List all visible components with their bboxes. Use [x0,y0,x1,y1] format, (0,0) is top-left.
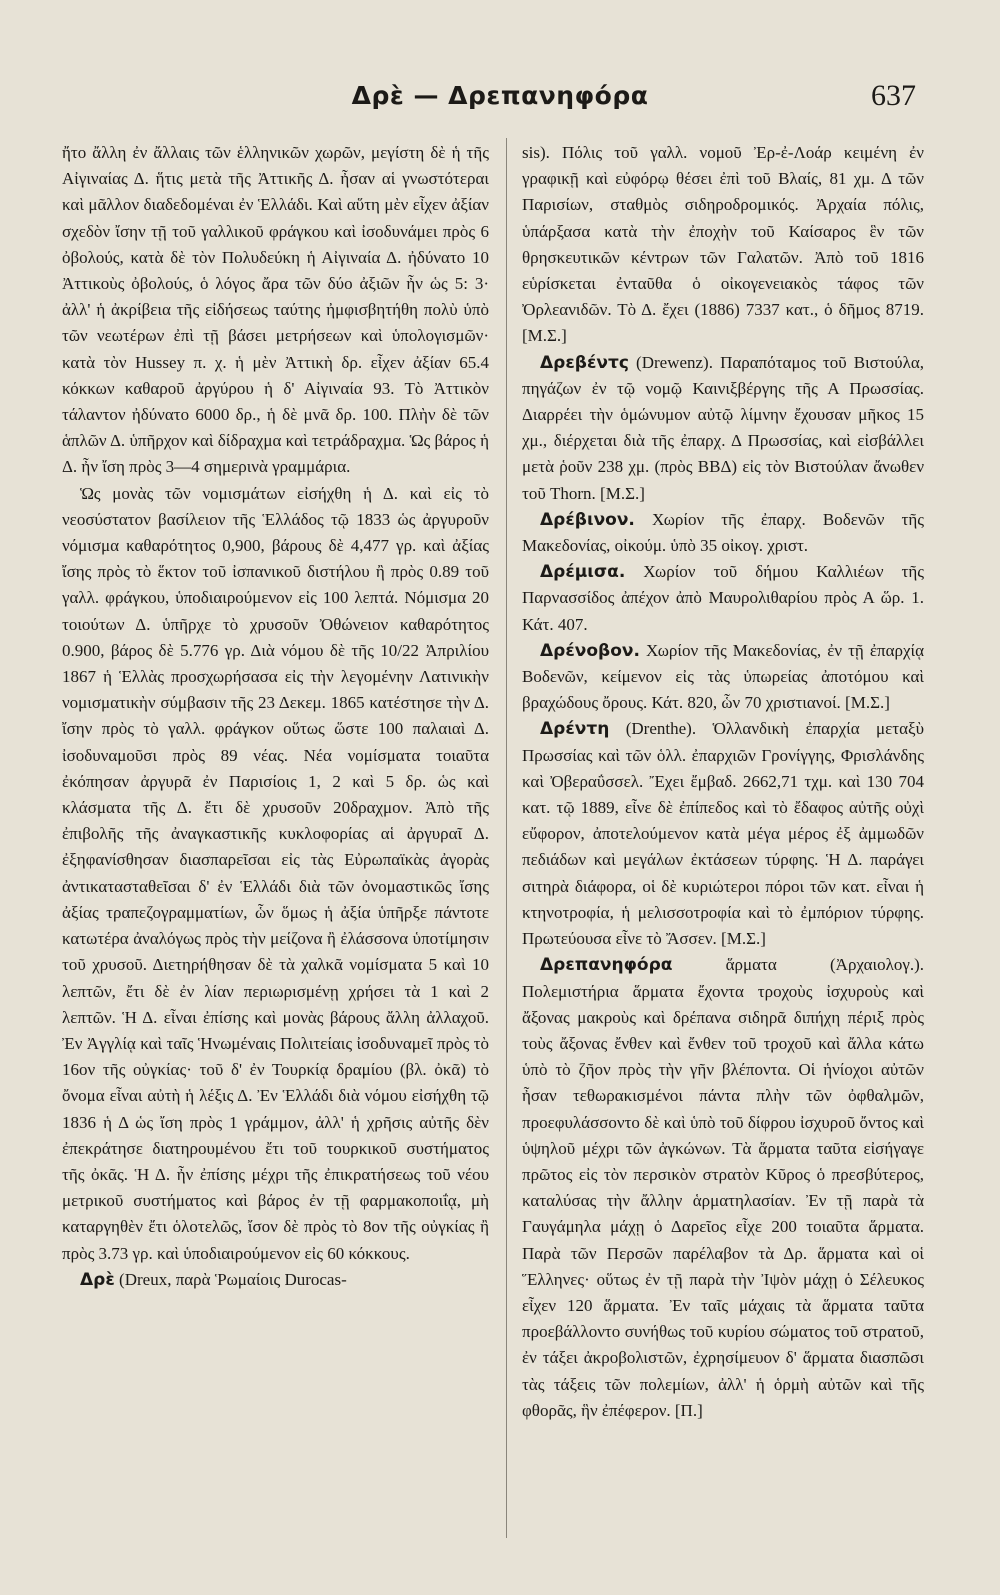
entry-text: ἅρματα (Ἀρχαιολογ.). Πολεμιστήρια ἅρματα ἔχοντα τροχοὺς ἰσχυροὺς καὶ ἄξονας μακροὺς καὶ δρέπανα σιδηρᾶ διπήχη πέριξ πρὸς τοὺς ἄξονας ἔνθεν καὶ ἔνθεν τοῦ τροχοῦ καὶ ἄλλα κάτω ὑπὸ τὸ ζῆον πρὸς τὴν γῆν βλέποντα. Οἱ ἡνίοχοι αὐτῶν ἦσαν τεθωρακισμένοι πάντα πλὴν τῶν ὀφθαλμῶν, προεφυλάσσοντο δὲ καὶ ὑπὸ τοῦ δίφρου ἰσχυροῦ ὄντος καὶ ὑψηλοῦ μέχρι τῶν ἀγκώνων. Τὰ ἅρματα ταῦτα εἰσήγαγε πρῶτος εἰς τὸν περσικὸν στρατὸν Κῦρος ὁ πρεσβύτερος, καταλύσας τὴν ἄλλην ἁρματηλασίαν. Ἐν τῇ παρὰ τὰ Γαυγάμηλα μάχῃ ὁ Δαρεῖος εἶχε 200 τοιαῦτα ἅρματα. Παρὰ τῶν Περσῶν παρέλαβον τὰ Δρ. ἅρματα καὶ οἱ Ἕλληνες· οὕτως ἐν τῇ παρὰ τὴν Ἰψὸν μάχῃ ὁ Σέλευκος εἶχεν 120 ἅρματα. Ἐν ταῖς μάχαις τὰ ἅρματα ταῦτα προεβάλλοντο συνήθως τοῦ κυρίου σώματος τοῦ στρατοῦ, ἐν τάξει ἀκροβολιστῶν, ἐχρησίμευον δ' ἅρματα διασπῶσι τὰς τάξεις τῶν πολεμίων, ἀλλ' ἡ ὁρμὴ αὐτῶν καὶ τῆς φθορᾶς, ἣν ἐπέφερον. [Π.] [522,955,924,1420]
entry-headword: Δρέντη [540,719,610,740]
entry-paragraph [522,350,924,507]
entry-text: Χωρίον τοῦ δήμου Καλλιέων τῆς Παρνασσίδος ἀπέχον ἀπὸ Μαυρολιθαρίου πρὸς Α ὥρ. 1. Κάτ. 407. [522,562,924,634]
entry-headword: Δρέμισα. [540,562,626,583]
entry-text: Χωρίον τῆς ἐπαρχ. Βοδενῶν τῆς Μακεδονίας, οἰκούμ. ὑπὸ 35 οἰκογ. χριστ. [522,509,924,556]
page-title: Δρὲ — Δρεπανηφόρα [351,81,649,110]
entry-text: Χωρίον τῆς Μακεδονίας, ἐν τῇ ἐπαρχίᾳ Βοδενῶν, κείμενον εἰς τὰς ὑπωρείας ἀποτόμου καὶ βραχώδους ὄρους. Κάτ. 820, ὧν 70 χριστιανοί. [Μ.Σ.] [522,640,924,713]
entry-paragraph [522,140,924,350]
right-column [522,140,924,1424]
entry-headword: Δρένοβον. [540,640,640,661]
entry-text: (Drenthe). Ὁλλανδικὴ ἐπαρχία μεταξὺ Πρωσσίας καὶ τῶν ὁλλ. ἐπαρχιῶν Γρονίγγης, Φρισλάνδης καὶ Ὀβεραΰσσελ. Ἔχει ἔμβαδ. 2662,71 τχμ. καὶ 130 704 κατ. τῷ 1889, εἶνε δὲ ἐπίπεδος καὶ τὸ ἔδαφος αὐτῆς οὐχὶ εὔφορον, ἀποτελούμενον κατὰ μέγα μέρος ἐξ ἀμμωδῶν πεδιάδων καὶ μεγάλων ἐκτάσεων τύρφης. Ἡ Δ. παράγει σιτηρὰ διάφορα, οἱ δὲ κυριώτεροι πόροι τῶν κατ. εἶναι ἡ κτηνοτροφία, ἡ μελισσοτροφία καὶ τὸ ἐμπόριον τύρφης. Πρωτεύουσα εἶνε τὸ Ἄσσεν. [Μ.Σ.] [522,719,924,949]
page-number: 637 [871,79,916,112]
entry-headword: Δρέβινον. [540,509,635,530]
left-column [62,140,489,1293]
entry-text: sis). Πόλις τοῦ γαλλ. νομοῦ Ἐρ-ἐ-Λοάρ κειμένη ἐν γραφικῇ καὶ εὐφόρῳ θέσει ἐπὶ τοῦ Βλαίς, 81 χμ. Δ τῶν Παρισίων, σταθμὸς σιδηροδρομικός. Ἀρχαία πόλις, ὑπάρξασα κατὰ τὴν ἐποχὴν τοῦ Καίσαρος ἓν τῶν θρησκευτικῶν κέντρων τῶν Γαλατῶν. Ἀπὸ τοῦ 1816 εὑρίσκεται ἐνταῦθα ὁ οἰκογενειακὸς τάφος τῶν Ὀρλεανιδῶν. Τὸ Δ. ἔχει (1886) 7337 κατ., ὁ δῆμος 8719. [Μ.Σ.] [522,143,924,346]
entry-paragraph [522,716,924,952]
entry-paragraph [62,481,489,1267]
entry-paragraph [522,952,924,1424]
running-head [0,76,1000,116]
entry-headword: Δρεπανηφόρα [540,955,673,976]
entry-text: (Drewenz). Παραπόταμος τοῦ Βιστούλα, πηγάζων ἐν τῷ νομῷ Καινιξβέργης τῆς Α Πρωσσίας. Διαρρέει τὴν ὁμώνυμον αὐτῷ λίμνην ἔχουσαν μῆκος 15 χμ., διέρχεται διὰ τῆς ἐπαρχ. Δ Πρωσσίας, καὶ εἰσβάλλει μετὰ ῥοῦν 238 χμ. (πρὸς ΒΒΔ) εἰς τὸν Βιστούλαν ἄνωθεν τοῦ Thorn. [Μ.Σ.] [522,352,924,503]
entry-text: (Dreux, παρὰ Ῥωμαίοις Durocas- [114,1269,347,1289]
entry-headword: Δρὲ [80,1269,115,1290]
entry-paragraph [522,507,924,559]
entry-headword: Δρεβέντς [540,352,629,373]
entry-paragraph [522,559,924,638]
entry-paragraph [62,140,489,481]
entry-text: ἤτο ἄλλη ἐν ἄλλαις τῶν ἑλληνικῶν χωρῶν, μεγίστη δὲ ἡ τῆς Αἰγιναίας Δ. ἥτις μετὰ τῆς Ἀττικῆς Δ. ἦσαν αἱ γνωστότεραι καὶ μᾶλλον διαδεδομέναι ἐν Ἑλλάδι. Καὶ αὕτη μὲν εἶχεν ἀξίαν σχεδὸν ἴσην τῇ τοῦ γαλλικοῦ φράγκου καὶ ἰσοδυνάμει πρὸς 6 ὀβολούς, κατὰ δὲ τὸν Πολυδεύκη ἡ Αἰγιναία Δ. ἠδύνατο 10 Ἀττικοὺς ὀβολούς, ὁ λόγος ἄρα τῶν δύο ἀξιῶν ἦν ὡς 5: 3· ἀλλ' ἡ ἀκρίβεια τῆς εἰδήσεως ταύτης ἠμφισβητήθη πολὺ ὑπὸ τῶν νεωτέρων ἐπὶ τῇ βάσει μετρήσεων καὶ ὑπολογισμῶν· κατὰ τὸν Hussey π. χ. ἡ μὲν Ἀττικὴ δρ. εἶχεν ἀξίαν 65.4 κόκκων καθαροῦ ἀργύρου ἡ δ' Αἰγιναία 93. Τὸ Ἀττικὸν τάλαντον ἠδύνατο 6000 δρ., ἡ δὲ μνᾶ δρ. 100. Πλὴν δὲ τῶν ἁπλῶν Δ. ὑπῆρχον καὶ δίδραχμα καὶ τετράδραχμα. Ὡς βάρος ἡ Δ. ἦν ἴση πρὸς 3—4 σημερινὰ γραμμάρια. [62,143,489,477]
column-divider [506,138,507,1538]
entry-text: Ὡς μονὰς τῶν νομισμάτων εἰσήχθη ἡ Δ. καὶ εἰς τὸ νεοσύστατον βασίλειον τῆς Ἑλλάδος τῷ 1833 ὡς ἀργυροῦν νόμισμα καθαρότητος 0,900, βάρους δὲ 4,477 γρ. καὶ ἀξίας ἴσης πρὸς τὸ ἕκτον τοῦ ἰσπανικοῦ διστήλου ἢ πρὸς 0.89 τοῦ γαλλ. φράγκου, ὑποδιαιρούμενον εἰς 100 λεπτά. Νόμισμα 20 τοιούτων Δ. ὑπῆρχε τὸ χρυσοῦν Ὀθώνειον καθαρότητος 0.900, βάρος δὲ 5.776 γρ. Διὰ νόμου δὲ τῆς 10/22 Ἀπριλίου 1867 ἡ Ἑλλὰς προσχωρήσασα εἰς τὴν λεγομένην Λατινικὴν νομισματικὴν σύμβασιν τῆς 23 Δεκεμ. 1865 κατέστησε τὴν Δ. ἴσην πρὸς τὸ γαλλ. φράγκον οὕτως ὥστε 100 παλαιαὶ Δ. ἰσοδυναμοῦσι πρὸς 89 νέας. Νέα νομίσματα τοιαῦτα ἐκόπησαν ἀργυρᾶ ἐν Παρισίοις 1, 2 καὶ 5 δρ. ὡς καὶ κλάσματα τῆς Δ. ἔτι δὲ χρυσοῦν 20δραχμον. Ἀπὸ τῆς ἐπιβολῆς τῆς ἀναγκαστικῆς κυκλοφορίας αἱ ἀργυραῖ Δ. ἐξηφανίσθησαν διασπαρεῖσαι εἰς τὰς Εὐρωπαϊκὰς ἀγορὰς ἀντικατασταθεῖσαι δ' ἐν Ἑλλάδι διὰ τῶν ὀνομαστικῶς ἴσης ἀξίας τραπεζογραμματίων, ὧν ὅμως ἡ ἀξία ὑπῆρξε πάντοτε κατωτέρα ἀναλόγως πρὸς τὴν μείζονα ἢ ἐλάσσονα ὑποτίμησιν τοῦ χρυσοῦ. Διετηρήθησαν δὲ τὰ χαλκᾶ νομίσματα 5 καὶ 10 λεπτῶν, ἔτι δὲ ἐν λίαν περιωρισμένῃ χρήσει τὰ 1 καὶ 2 λεπτῶν. Ἡ Δ. εἶναι ἐπίσης καὶ μονὰς βάρους ἄλλη ἀλλαχοῦ. Ἐν Ἀγγλίᾳ καὶ ταῖς Ἡνωμέναις Πολιτείαις ἰσοδυναμεῖ πρὸς τὸ 16ον τῆς οὐγκίας· τοῦ δ' ἐν Τουρκίᾳ δραμίου (βλ. ὀκᾶ) τὸ ὄνομα εἶναι αὐτὴ ἡ λέξις Δ. Ἐν Ἑλλάδι διὰ νόμου εἰσήχθη τῷ 1836 ἡ Δ ὡς ἴση πρὸς 1 γράμμον, ἀλλ' ἡ χρῆσις αὐτῆς δὲν ἐπεκράτησε διατηρουμένου ἔτι τοῦ τουρκικοῦ συστήματος τῆς ὀκᾶς. Ἡ Δ. ἦν ἐπίσης μέχρι τῆς ἐπικρατήσεως τοῦ νέου μετρικοῦ συστήματος καὶ βάρος ἐν τῇ φαρμακοποιΐᾳ, μὴ καταργηθὲν ἔτι ὁλοτελῶς, ἴσον δὲ πρὸς τὸ 8ον τῆς οὐγκίας ἢ πρὸς 3.73 γρ. καὶ ὑποδιαιρούμενον εἰς 60 κόκκους. [62,483,489,1263]
entry-paragraph [522,638,924,717]
entry-paragraph [62,1267,489,1293]
